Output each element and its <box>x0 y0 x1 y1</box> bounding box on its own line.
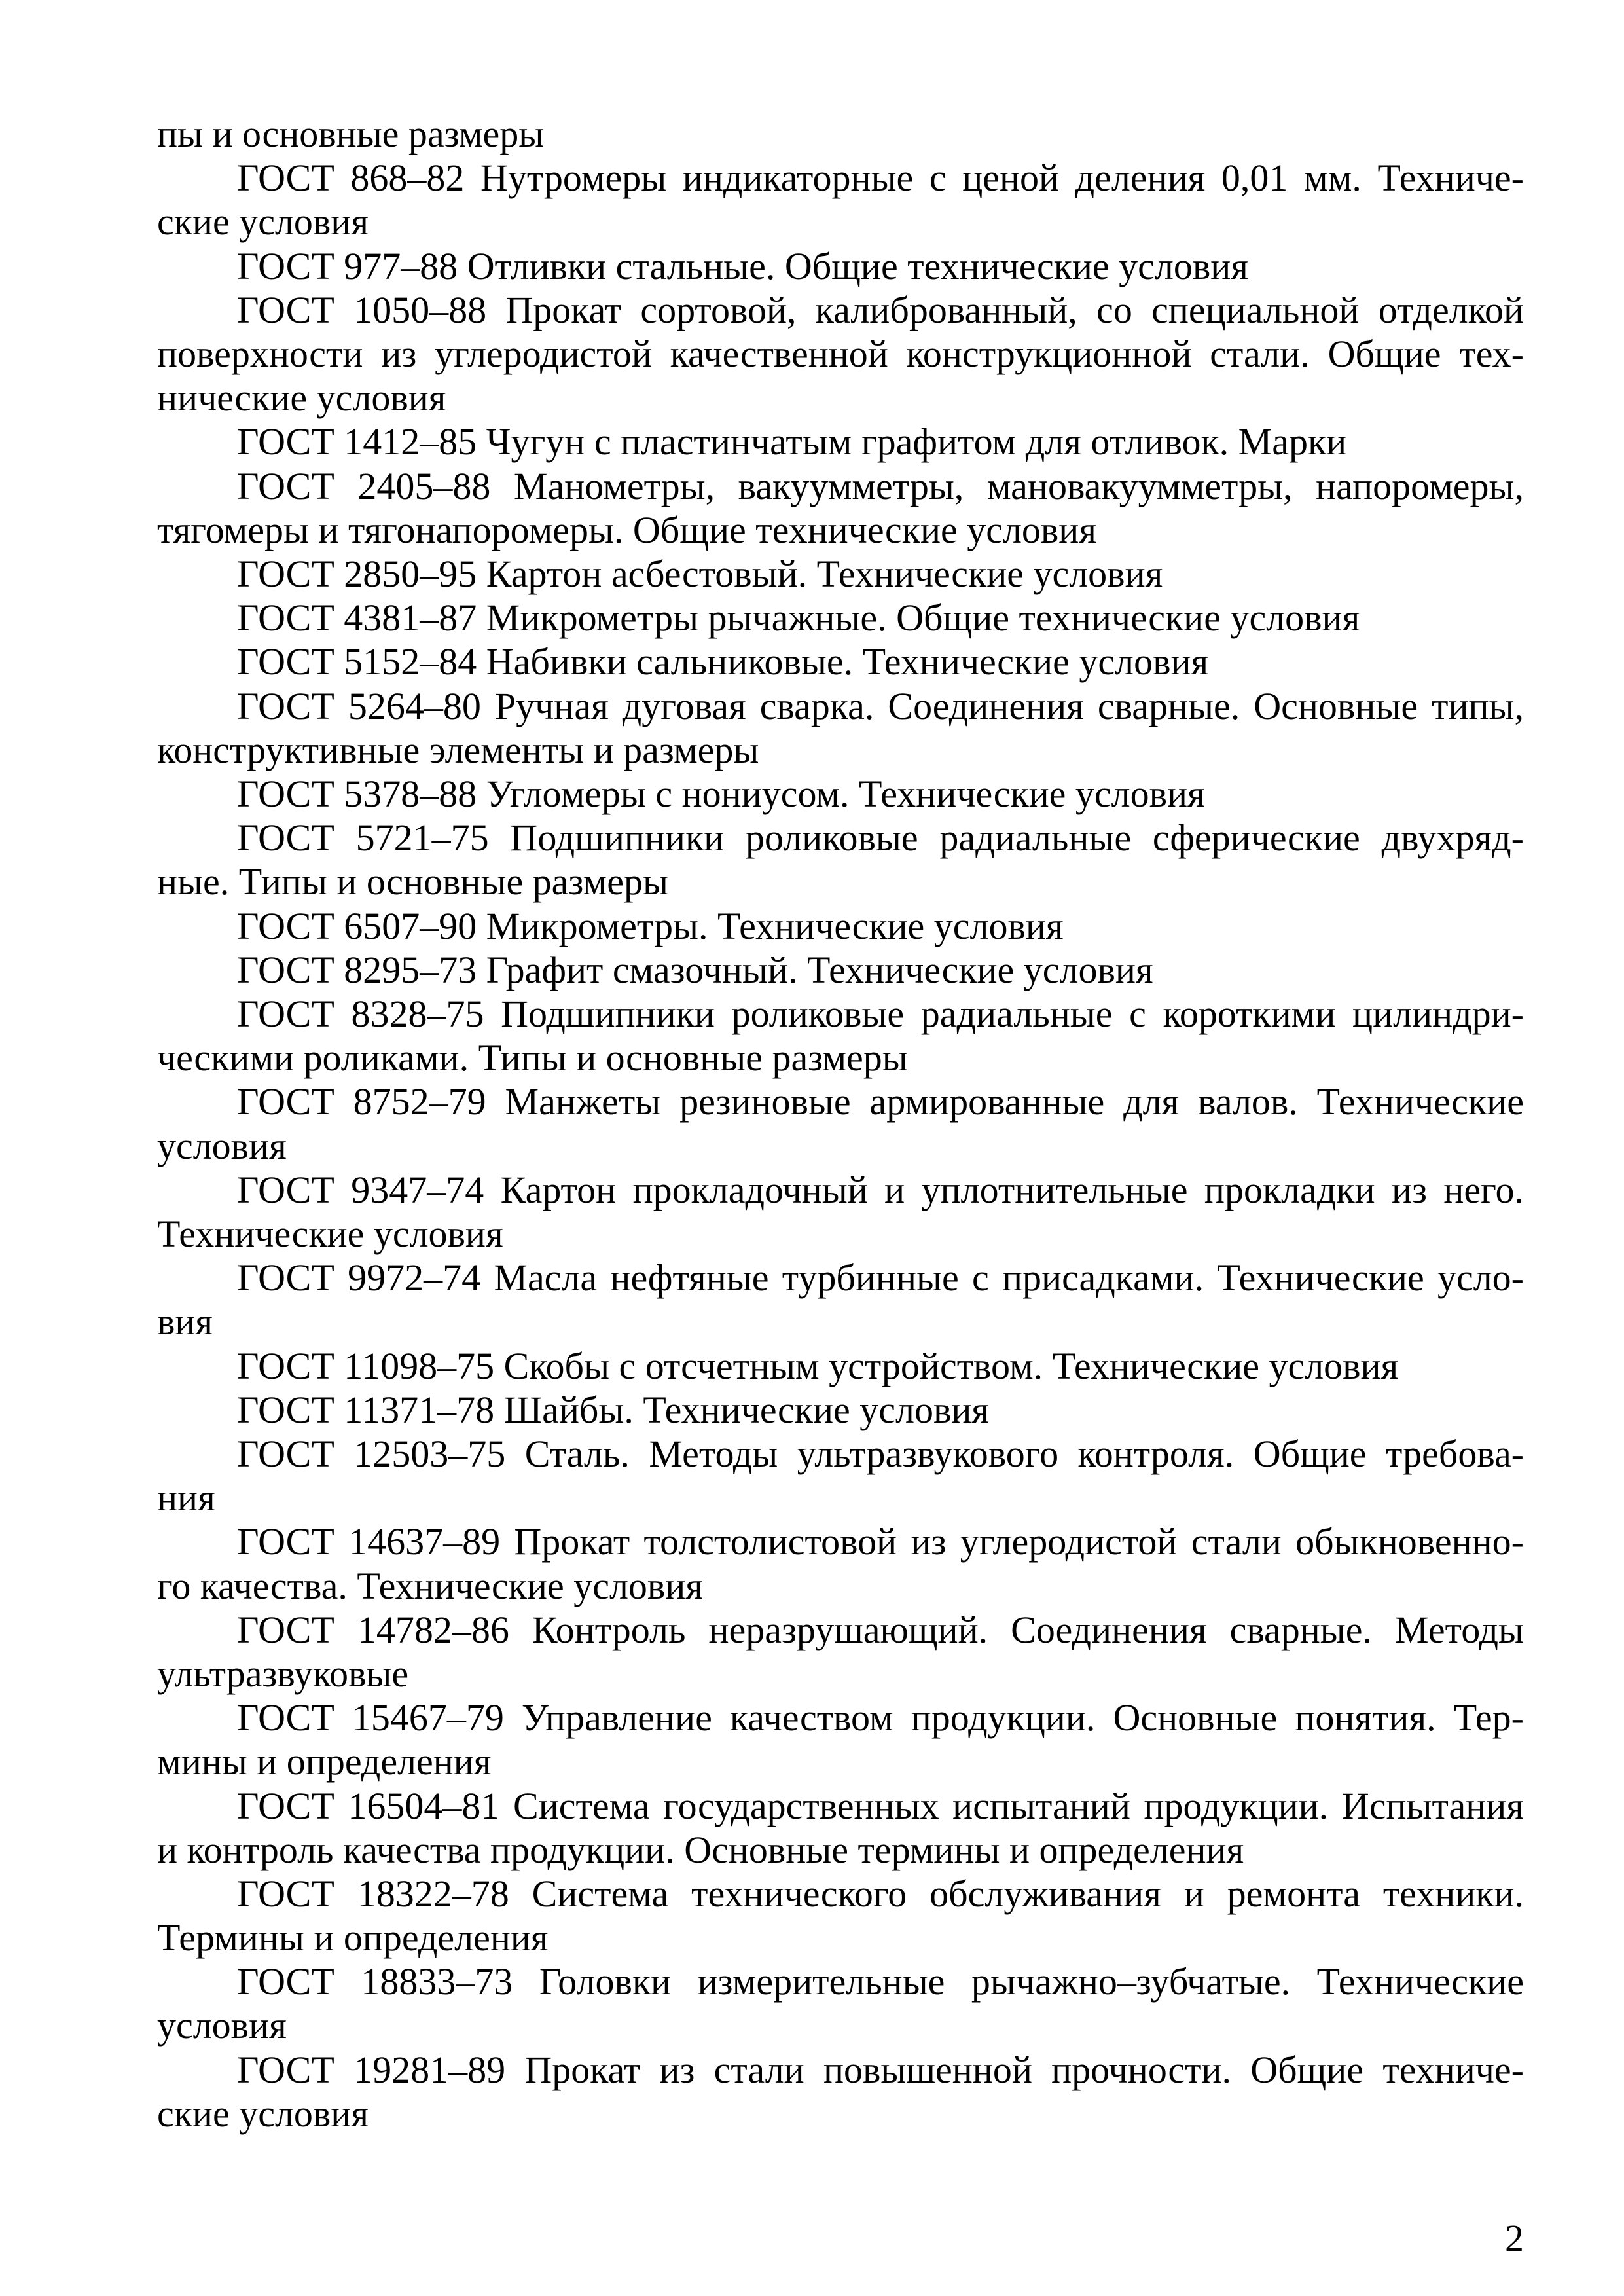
text-line: пы и основные размеры <box>157 113 545 155</box>
text-line: тягомеры и тягонапоромеры. Общие технические условия <box>157 508 1097 551</box>
text-line: ГОСТ 9347–74 Картон прокладочный и уплотнительные прокладки из него. <box>237 1168 1524 1211</box>
text-line: Термины и определения <box>157 1916 549 1959</box>
text-line: ские условия <box>157 2092 369 2135</box>
text-line: нические условия <box>157 376 446 420</box>
text-line: ские условия <box>157 200 369 244</box>
text-line: ГОСТ 5152–84 Набивки сальниковые. Технические условия <box>237 640 1209 683</box>
text-line: го качества. Технические условия <box>157 1564 704 1607</box>
text-line: поверхности из углеродистой качественной конструкционной стали. Общие тех- <box>157 332 1524 375</box>
reference-list <box>157 112 1524 2136</box>
reference-entry <box>157 1784 1524 1872</box>
text-line: ГОСТ 11371–78 Шайбы. Технические условия <box>237 1388 990 1431</box>
text-line: ГОСТ 19281–89 Прокат из стали повышенной прочности. Общие техниче- <box>237 2048 1524 2091</box>
reference-entry <box>157 156 1524 244</box>
text-line: ГОСТ 1412–85 Чугун с пластинчатым графитом для отливок. Марки <box>237 420 1347 464</box>
reference-entry <box>157 244 1524 288</box>
text-line: условия <box>157 2004 287 2047</box>
text-line: ГОСТ 16504–81 Система государственных испытаний продукции. Испытания <box>237 1784 1524 1827</box>
reference-entry <box>157 1872 1524 1959</box>
text-line: ГОСТ 11098–75 Скобы с отсчетным устройством. Технические условия <box>237 1344 1399 1387</box>
text-line: ГОСТ 868–82 Нутромеры индикаторные с ценой деления 0,01 мм. Техниче- <box>237 156 1524 200</box>
text-line: ГОСТ 5378–88 Угломеры с нониусом. Технические условия <box>237 772 1205 815</box>
reference-entry <box>157 288 1524 420</box>
reference-entry <box>157 684 1524 772</box>
reference-entry <box>157 2048 1524 2136</box>
text-line: ГОСТ 1050–88 Прокат сортовой, калиброванный, со специальной отделкой <box>237 288 1524 331</box>
text-line: ГОСТ 2850–95 Картон асбестовый. Технические условия <box>237 552 1163 595</box>
text-line: ГОСТ 18322–78 Система технического обслуживания и ремонта техники. <box>237 1872 1524 1915</box>
reference-entry <box>157 640 1524 683</box>
reference-entry <box>157 1432 1524 1520</box>
reference-entry <box>157 904 1524 948</box>
text-line: конструктивные элементы и размеры <box>157 728 759 771</box>
text-line: ГОСТ 14637–89 Прокат толстолистовой из углеродистой стали обыкновенно- <box>237 1520 1524 1563</box>
text-line: ГОСТ 18833–73 Головки измерительные рычажно–зубчатые. Технические <box>237 1960 1524 2003</box>
text-line: ГОСТ 5264–80 Ручная дуговая сварка. Соединения сварные. Основные типы, <box>237 684 1524 727</box>
reference-entry <box>157 1388 1524 1432</box>
reference-entry <box>157 420 1524 464</box>
reference-entry <box>157 464 1524 552</box>
reference-entry <box>157 552 1524 596</box>
text-line: ГОСТ 6507–90 Микрометры. Технические условия <box>237 904 1064 947</box>
text-line: условия <box>157 1124 287 1167</box>
reference-entry <box>157 596 1524 640</box>
text-line: ГОСТ 5721–75 Подшипники роликовые радиальные сферические двухряд- <box>237 816 1524 860</box>
reference-entry <box>157 1080 1524 1167</box>
reference-entry <box>157 1344 1524 1388</box>
reference-entry <box>157 992 1524 1080</box>
text-line: мины и определения <box>157 1740 492 1783</box>
reference-entry <box>157 1168 1524 1256</box>
reference-entry <box>157 1520 1524 1607</box>
text-line: и контроль качества продукции. Основные термины и определения <box>157 1828 1244 1871</box>
text-line: ческими роликами. Типы и основные размеры <box>157 1036 908 1080</box>
text-line: ГОСТ 14782–86 Контроль неразрушающий. Соединения сварные. Методы <box>237 1608 1524 1651</box>
text-line: ния <box>157 1476 215 1520</box>
text-line: ГОСТ 977–88 Отливки стальные. Общие технические условия <box>237 244 1248 287</box>
text-line: ГОСТ 12503–75 Сталь. Методы ультразвукового контроля. Общие требова- <box>237 1432 1524 1475</box>
reference-entry <box>157 1959 1524 2047</box>
text-line: ГОСТ 9972–74 Масла нефтяные турбинные с присадками. Технические усло- <box>237 1256 1524 1300</box>
text-line: ГОСТ 2405–88 Манометры, вакуумметры, мановакуумметры, напоромеры, <box>237 464 1524 507</box>
reference-entry <box>157 1696 1524 1783</box>
text-line: ГОСТ 8752–79 Манжеты резиновые армированные для валов. Технические <box>237 1080 1524 1123</box>
page-number: 2 <box>1505 2217 1524 2259</box>
reference-entry <box>157 1608 1524 1696</box>
text-line: ГОСТ 4381–87 Микрометры рычажные. Общие технические условия <box>237 596 1360 640</box>
text-line: вия <box>157 1300 213 1343</box>
reference-entry <box>157 772 1524 816</box>
reference-entry <box>157 112 1524 156</box>
text-line: ные. Типы и основные размеры <box>157 860 668 903</box>
reference-entry <box>157 1256 1524 1343</box>
reference-entry <box>157 948 1524 992</box>
text-line: ГОСТ 8295–73 Графит смазочный. Технические условия <box>237 948 1153 991</box>
text-line: ультразвуковые <box>157 1652 409 1695</box>
text-line: ГОСТ 15467–79 Управление качеством продукции. Основные понятия. Тер- <box>237 1696 1524 1740</box>
reference-entry <box>157 816 1524 903</box>
text-line: Технические условия <box>157 1212 503 1255</box>
text-line: ГОСТ 8328–75 Подшипники роликовые радиальные с короткими цилиндри- <box>237 992 1524 1035</box>
